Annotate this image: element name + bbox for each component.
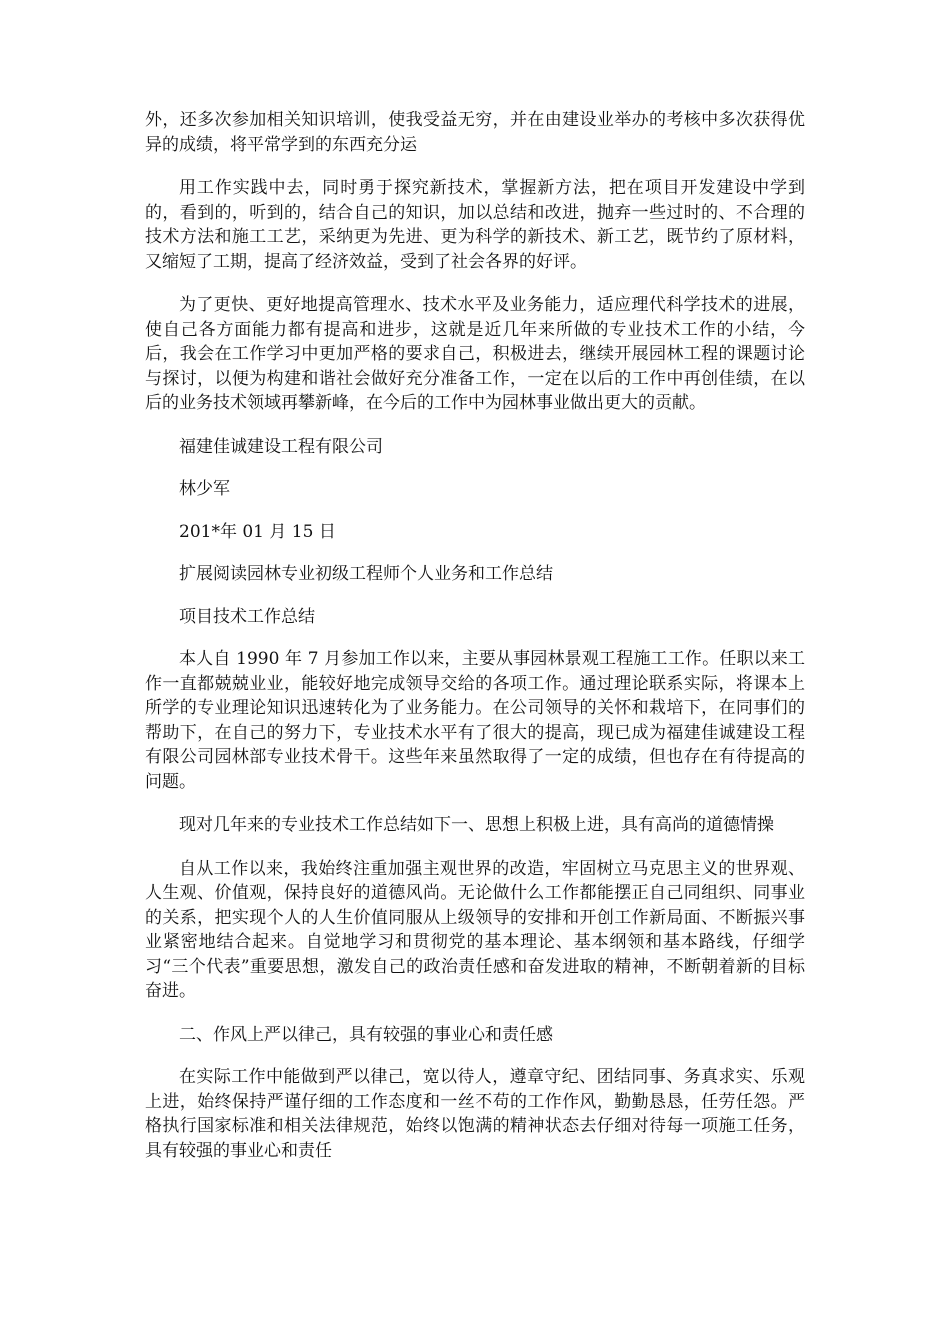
company-name: 福建佳诚建设工程有限公司 — [179, 436, 383, 457]
paragraph-2: 用工作实践中去，同时勇于探究新技术，掌握新方法，把在项目开发建设中学到的，看到的，听到的，结合自己的知识，加以总结和改进，抛弃一些过时的、不合理的技术方法和施工工艺，采纳更为先进、更为科学的新技术、新工艺，既节约了原材料，又缩短了工期，提高了经济效益，受到了社会各界的好评。 — [145, 178, 805, 272]
paragraph-1: 外，还多次参加相关知识培训，使我受益无穷，并在由建设业举办的考核中多次获得优异的成绩，将平常学到的东西充分运 — [145, 110, 805, 155]
heading-work-style: 二、作风上严以律己，具有较强的事业心和责任感 — [179, 1024, 553, 1045]
paragraph-work-style: 在实际工作中能做到严以律己，宽以待人，遵章守纪、团结同事、务真求实、乐观上进，始终保持严谨仔细的工作态度和一丝不苟的工作作风，勤勤恳恳，任劳任怨。严格执行国家标准和相关法律规范，始终以饱满的精神状态去仔细对待每一项施工任务，具有较强的事业心和责任 — [145, 1067, 805, 1161]
section-title: 项目技术工作总结 — [179, 606, 315, 627]
paragraph-ideology: 自从工作以来，我始终注重加强主观世界的改造，牢固树立马克思主义的世界观、人生观、价值观，保持良好的道德风尚。无论做什么工作都能摆正自己同组织、同事业的关系，把实现个人的人生价值同服从上级领导的安排和开创工作新局面、不断振兴事业紧密地结合起来。自觉地学习和贯彻党的基本理论、基本纲领和基本路线，仔细学习“三个代表”重要思想，激发自己的政治责任感和奋发进取的精神，不断朝着新的目标奋进。 — [145, 858, 805, 1001]
paragraph-3: 为了更快、更好地提高管理水、技术水平及业务能力，适应理代科学技术的进展，使自己各方面能力都有提高和进步，这就是近几年来所做的专业技术工作的小结，今后，我会在工作学习中更加严格的要求自己，积极进去，继续开展园林工程的课题讨论与探讨，以便为构建和谐社会做好充分准备工作，一定在以后的工作中再创佳绩，在以后的业务技术领域再攀新峰，在今后的工作中为园林事业做出更大的贡献。 — [145, 295, 805, 413]
date-line: 201*年 01 月 15 日 — [179, 521, 336, 542]
document-page — [145, 108, 805, 1182]
paragraph-summary-heading: 现对几年来的专业技术工作总结如下一、思想上积极上进，具有高尚的道德情操 — [179, 815, 774, 835]
extended-reading-title: 扩展阅读园林专业初级工程师个人业务和工作总结 — [179, 564, 553, 584]
author-name: 林少军 — [179, 479, 230, 499]
paragraph-intro: 本人自 1990 年 7 月参加工作以来，主要从事园林景观工程施工工作。任职以来工作一直都兢兢业业，能较好地完成领导交给的各项工作。通过理论联系实际，将课本上所学的专业理论知识迅速转化为了业务能力。在公司领导的关怀和栽培下，在同事们的帮助下，在自己的努力下，专业技术水平有了很大的提高，现已成为福建佳诚建设工程有限公司园林部专业技术骨干。这些年来虽然取得了一定的成绩，但也存在有待提高的问题。 — [145, 649, 805, 792]
